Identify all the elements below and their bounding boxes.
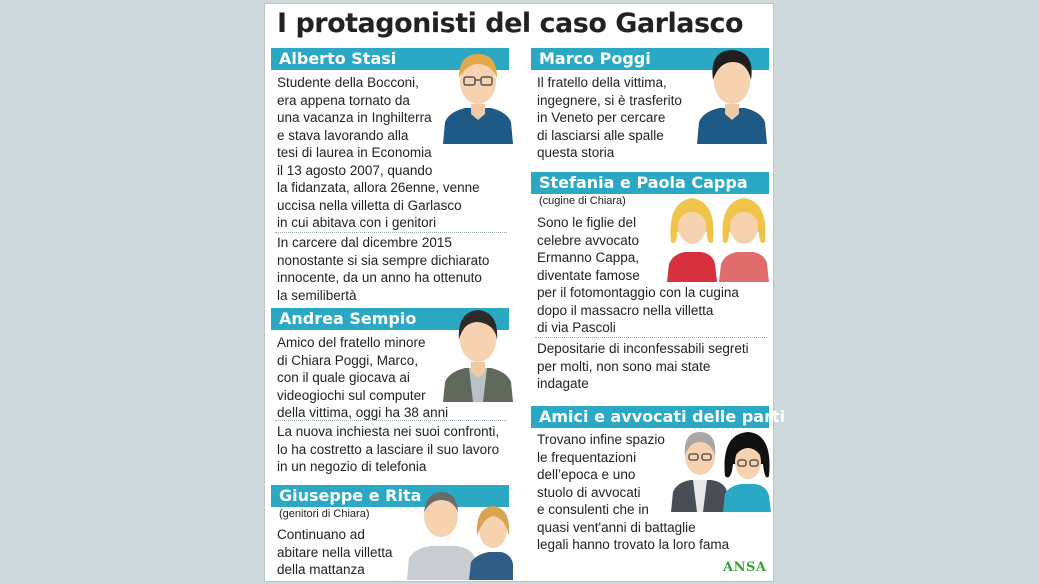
infographic-card — [264, 3, 786, 582]
cappa-paragraph-2: Depositarie di inconfessabili segreti per molti, non sono mai state indagate — [537, 341, 749, 391]
sempio-paragraph-2: La nuova inchiesta nei suoi confronti, lo ha costretto a lasciare il suo lavoro in un negozio di telefonia — [277, 424, 500, 474]
divider — [275, 420, 507, 421]
poggi-paragraph-1: Il fratello della vittima, ingegnere, si è trasferito in Veneto per cercare di lasciarsi alle spalle questa storia — [537, 75, 682, 160]
heading-amici-avvocati: Amici e avvocati delle parti — [531, 406, 769, 428]
heading-stefania-paola-cappa: Stefania e Paola Cappa — [531, 172, 769, 194]
man-glasses-avatar-icon — [441, 44, 515, 144]
sempio-paragraph-1: Amico del fratello minore di Chiara Poggi, Marco, con il quale giocava ai videogiochi sul computer della vittima, oggi ha 38 anni — [277, 335, 449, 420]
stasi-paragraph-1: Studente della Bocconi, era appena tornato da una vacanza in Inghilterra e stava lavorando alla tesi di laurea in Economia il 13 agosto 2007, quando la fidanzata, allora 26enne, venne uccisa nella villetta di Garlasco in cui abitava con i genitori — [277, 75, 480, 230]
lawyers-pair-avatar-icon — [671, 426, 771, 512]
divider — [275, 232, 507, 233]
divider — [535, 337, 767, 338]
young-man-avatar-icon — [695, 44, 769, 144]
heading-alberto-stasi: Alberto Stasi — [271, 48, 509, 70]
genitori-paragraph-1: Continuano ad abitare nella villetta della mattanza — [277, 527, 393, 577]
stasi-paragraph-2: In carcere dal dicembre 2015 nonostante si sia sempre dichiarato innocente, da un anno ha ottenuto la semilibertà — [277, 235, 490, 303]
heading-andrea-sempio: Andrea Sempio — [271, 308, 509, 330]
heading-marco-poggi: Marco Poggi — [531, 48, 769, 70]
genitori-note: (genitori di Chiara) — [279, 508, 370, 520]
cappa-note: (cugine di Chiara) — [539, 195, 626, 207]
elderly-couple-avatar-icon — [405, 486, 515, 580]
man-cardigan-avatar-icon — [441, 302, 515, 402]
heading-giuseppe-rita: Giuseppe e Rita — [271, 485, 509, 507]
ansa-logo: ANSA — [723, 560, 767, 575]
amici-paragraph-1: Trovano infine spazio le frequentazioni dell’epoca e uno stuolo di avvocati e consulenti che in quasi vent'anni di battaglie legali hanno trovato la loro fama — [537, 432, 730, 552]
page-title: I protagonisti del caso Garlasco — [277, 8, 744, 39]
twin-women-avatar-icon — [667, 192, 769, 282]
cappa-paragraph-1: Sono le figlie del celebre avvocato Ermanno Cappa, diventate famose per il fotomontaggio con la cugina dopo il massacro nella villetta di via Pascoli — [537, 215, 739, 335]
